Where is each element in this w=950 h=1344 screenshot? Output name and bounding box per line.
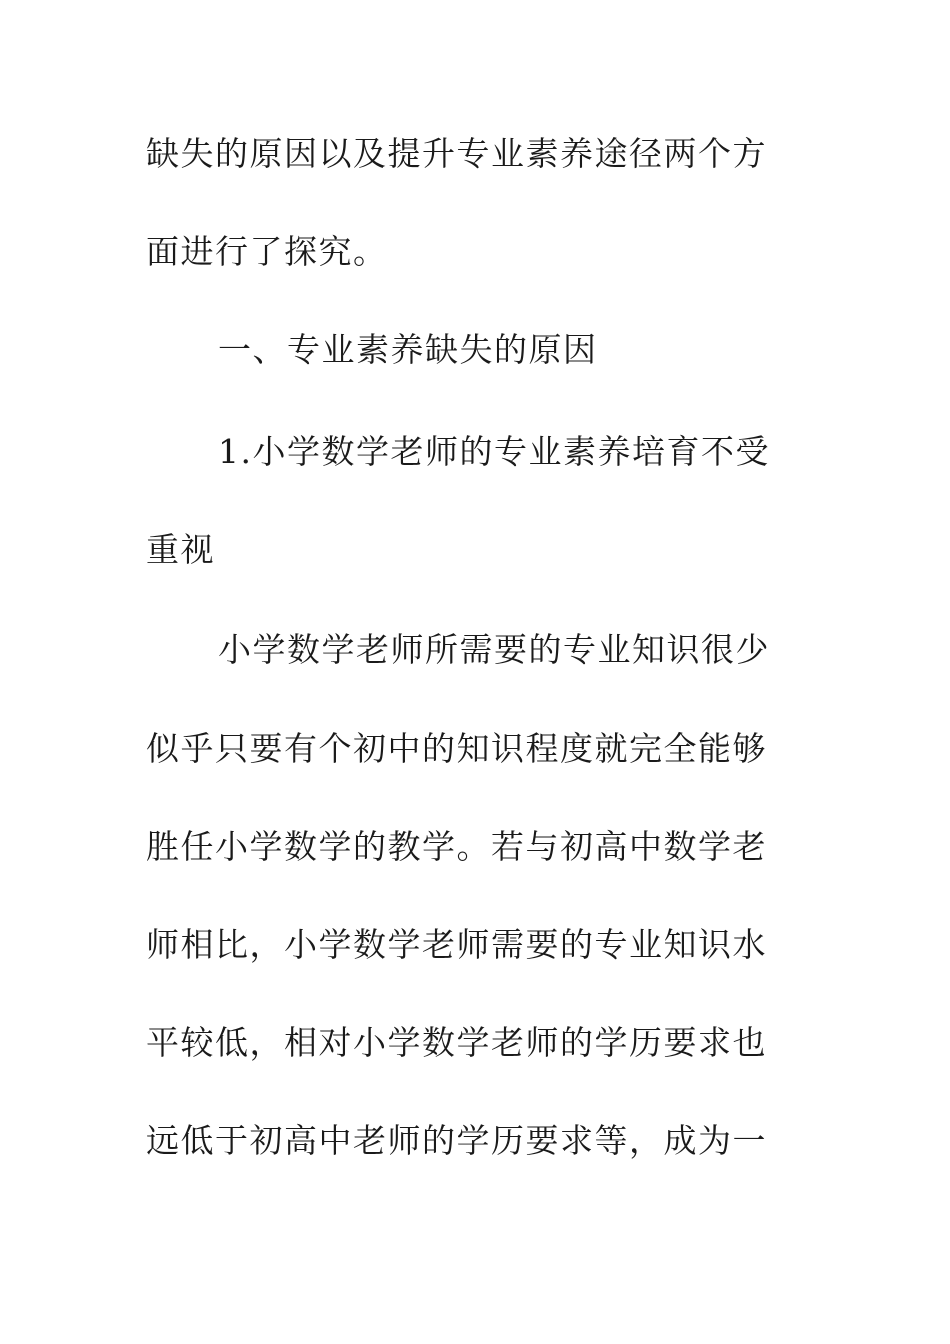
paragraph-line: 小学数学老师所需要的专业知识很少	[218, 630, 770, 669]
paragraph-line: 远低于初高中老师的学历要求等，成为一	[146, 1121, 767, 1160]
subsection-heading: 重视	[146, 530, 215, 569]
paragraph-line: 师相比，小学数学老师需要的专业知识水	[146, 925, 767, 964]
paragraph-line: 平较低，相对小学数学老师的学历要求也	[146, 1023, 767, 1062]
paragraph-line: 缺失的原因以及提升专业素养途径两个方	[146, 134, 767, 173]
section-heading: 一、专业素养缺失的原因	[218, 330, 598, 369]
subsection-heading: 1.小学数学老师的专业素养培育不受	[218, 432, 770, 471]
paragraph-line: 胜任小学数学的教学。若与初高中数学老	[146, 827, 767, 866]
paragraph-line: 面进行了探究。	[146, 232, 388, 271]
paragraph-line: 似乎只要有个初中的知识程度就完全能够	[146, 729, 767, 768]
